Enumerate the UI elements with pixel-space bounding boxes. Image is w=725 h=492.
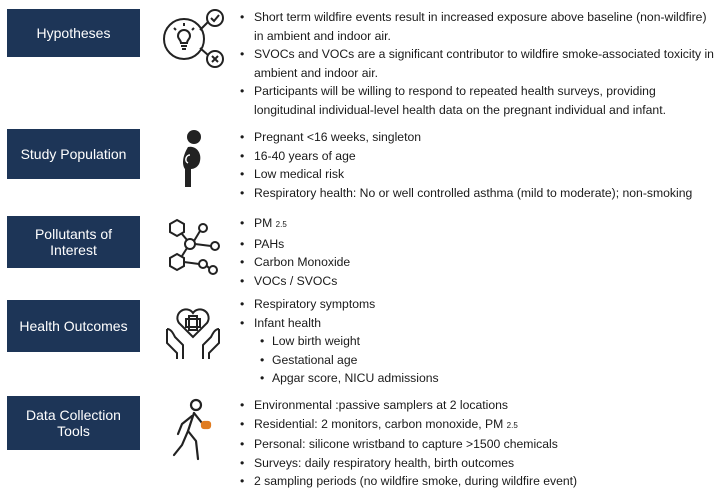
list-item: • SVOCs and VOCs are a significant contributor to wildfire smoke-associated toxicity in ambient and indoor air. bbox=[236, 45, 716, 82]
label-hypotheses bbox=[7, 9, 140, 57]
row-pollutants bbox=[0, 210, 725, 295]
pollutants-list bbox=[236, 214, 350, 290]
hypotheses-list bbox=[236, 8, 716, 119]
label-study-population-text: Study Population bbox=[20, 146, 127, 162]
row-study-population bbox=[0, 125, 725, 205]
data-collection-list bbox=[236, 396, 577, 491]
list-item: • Short term wildfire events result in increased exposure above baseline (non-wildfire) in ambient and indoor air. bbox=[236, 8, 716, 45]
row-hypotheses bbox=[0, 0, 725, 120]
sub-list-item: • Apgar score, NICU admissions bbox=[236, 369, 439, 388]
list-item: • Carbon Monoxide bbox=[236, 253, 350, 272]
health-outcomes-list bbox=[236, 295, 439, 388]
residential-subscript: 2.5 bbox=[506, 420, 518, 430]
label-pollutants-text: Pollutants of Interest bbox=[34, 226, 113, 258]
pregnant-person-icon bbox=[158, 125, 228, 195]
label-health-outcomes bbox=[7, 300, 140, 352]
study-population-list bbox=[236, 128, 692, 202]
list-item: • Respiratory health: No or well controlled asthma (mild to moderate); non-smoking bbox=[236, 184, 692, 203]
sub-list-item: • Gestational age bbox=[236, 351, 439, 370]
sub-list-item: • Low birth weight bbox=[236, 332, 439, 351]
walking-person-icon bbox=[158, 396, 228, 466]
label-data-collection bbox=[7, 396, 140, 450]
lightbulb-check-cross-icon bbox=[158, 4, 228, 74]
list-item bbox=[236, 415, 577, 436]
label-health-outcomes-text: Health Outcomes bbox=[19, 318, 128, 334]
label-hypotheses-text: Hypotheses bbox=[36, 25, 111, 41]
list-item bbox=[236, 214, 350, 235]
list-item: • PAHs bbox=[236, 235, 350, 254]
list-item: • Low medical risk bbox=[236, 165, 692, 184]
label-data-collection-text: Data Collection Tools bbox=[26, 407, 121, 439]
list-item: • Infant health bbox=[236, 314, 439, 333]
label-pollutants bbox=[7, 216, 140, 268]
list-item: • Pregnant <16 weeks, singleton bbox=[236, 128, 692, 147]
list-item: • 16-40 years of age bbox=[236, 147, 692, 166]
molecule-icon bbox=[158, 212, 228, 282]
list-item: • 2 sampling periods (no wildfire smoke, during wildfire event) bbox=[236, 472, 577, 491]
residential-text: Residential: 2 monitors, carbon monoxide, PM bbox=[254, 416, 507, 431]
pm25-text: PM bbox=[254, 216, 276, 230]
row-health-outcomes bbox=[0, 295, 725, 390]
list-item: • Surveys: daily respiratory health, birth outcomes bbox=[236, 454, 577, 473]
list-item: • VOCs / SVOCs bbox=[236, 272, 350, 291]
pm25-subscript: 2.5 bbox=[275, 220, 287, 229]
row-data-collection bbox=[0, 390, 725, 490]
list-item: • Respiratory symptoms bbox=[236, 295, 439, 314]
label-study-population bbox=[7, 129, 140, 179]
hands-heart-cross-icon bbox=[158, 295, 228, 365]
list-item: • Personal: silicone wristband to capture >1500 chemicals bbox=[236, 435, 577, 454]
list-item: • Participants will be willing to respond to repeated health surveys, providing longitudinal individual-level health data on the pregnant individual and infant. bbox=[236, 82, 716, 119]
list-item: • Environmental :passive samplers at 2 locations bbox=[236, 396, 577, 415]
